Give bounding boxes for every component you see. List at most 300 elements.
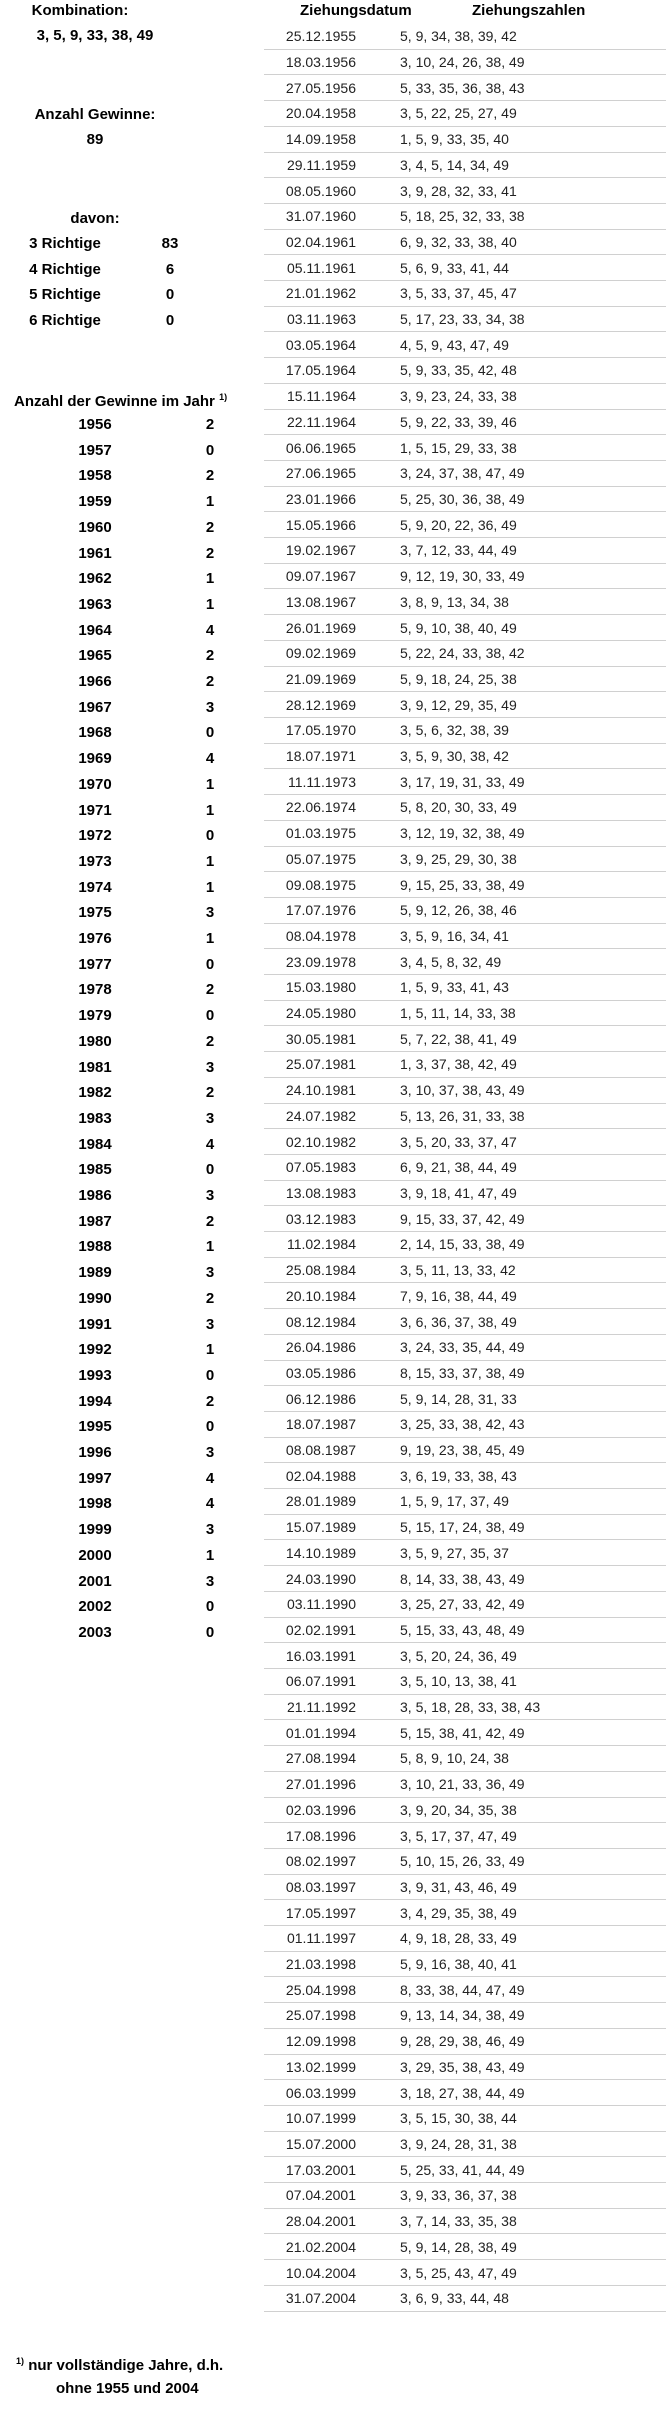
year-label: 1997 bbox=[78, 1469, 112, 1487]
richtige-label: 5 Richtige bbox=[29, 286, 101, 304]
year-row bbox=[55, 724, 245, 744]
year-label: 1971 bbox=[78, 801, 112, 819]
year-row bbox=[55, 519, 245, 539]
table-row bbox=[264, 50, 666, 76]
table-row bbox=[264, 2106, 666, 2132]
table-row bbox=[264, 75, 666, 101]
table-row bbox=[264, 2234, 666, 2260]
table-row bbox=[264, 1386, 666, 1412]
year-row bbox=[55, 904, 245, 924]
table-row bbox=[264, 872, 666, 898]
draw-numbers: 3, 18, 27, 38, 44, 49 bbox=[400, 2084, 525, 2101]
richtige-value: 0 bbox=[165, 312, 175, 330]
draw-numbers: 3, 24, 33, 35, 44, 49 bbox=[400, 1339, 525, 1356]
draw-numbers: 9, 15, 25, 33, 38, 49 bbox=[400, 876, 525, 893]
draw-numbers: 3, 17, 19, 31, 33, 49 bbox=[400, 773, 525, 790]
year-label: 1988 bbox=[78, 1238, 112, 1256]
draw-date: 22.06.1974 bbox=[285, 799, 356, 816]
year-count: 3 bbox=[205, 1109, 215, 1127]
draw-numbers: 5, 13, 26, 31, 33, 38 bbox=[400, 1107, 525, 1124]
table-row bbox=[264, 461, 666, 487]
year-label: 1972 bbox=[78, 827, 112, 845]
draw-date: 28.01.1989 bbox=[285, 1493, 356, 1510]
draw-date: 15.07.2000 bbox=[285, 2136, 356, 2152]
table-row bbox=[264, 1798, 666, 1824]
footnote-text1: nur vollständige Jahre, d.h. bbox=[28, 2357, 224, 2374]
draw-numbers: 1, 5, 11, 14, 33, 38 bbox=[400, 1005, 516, 1022]
year-label: 1959 bbox=[78, 493, 112, 511]
draw-numbers: 9, 19, 23, 38, 45, 49 bbox=[400, 1442, 525, 1459]
draw-numbers: 9, 15, 33, 37, 42, 49 bbox=[400, 1210, 525, 1227]
table-row bbox=[264, 1026, 666, 1052]
draw-date: 02.10.1982 bbox=[285, 1133, 356, 1150]
year-count: 4 bbox=[205, 1135, 215, 1153]
year-row bbox=[55, 1033, 245, 1053]
year-count: 2 bbox=[205, 1392, 215, 1410]
year-row bbox=[55, 1521, 245, 1541]
draw-date: 18.07.1971 bbox=[285, 748, 356, 765]
draw-date: 02.04.1988 bbox=[285, 1467, 356, 1484]
year-label: 1979 bbox=[78, 1007, 112, 1025]
draw-date: 11.11.1973 bbox=[288, 773, 356, 790]
draw-date: 08.03.1997 bbox=[285, 1878, 356, 1895]
draw-date: 03.11.1990 bbox=[286, 1596, 356, 1613]
footnote-marker: 1) bbox=[16, 2356, 25, 2366]
year-label: 1990 bbox=[78, 1289, 112, 1307]
year-row bbox=[55, 1547, 245, 1567]
year-label: 1995 bbox=[78, 1418, 112, 1436]
year-label: 1978 bbox=[78, 981, 112, 999]
year-row bbox=[55, 1136, 245, 1156]
table-row bbox=[264, 1772, 666, 1798]
year-label: 1993 bbox=[78, 1366, 112, 1384]
draw-numbers: 3, 5, 20, 33, 37, 47 bbox=[400, 1133, 517, 1150]
draw-date: 08.02.1997 bbox=[285, 1853, 356, 1870]
table-row bbox=[264, 1540, 666, 1566]
draw-date: 19.02.1967 bbox=[285, 542, 356, 559]
table-row bbox=[264, 1232, 666, 1258]
draw-numbers: 7, 9, 16, 38, 44, 49 bbox=[400, 1287, 517, 1304]
draw-date: 01.03.1975 bbox=[285, 825, 356, 842]
draw-numbers: 9, 28, 29, 38, 46, 49 bbox=[400, 2033, 525, 2050]
jahr-footnote-marker: 1) bbox=[219, 392, 228, 402]
draw-numbers: 5, 9, 12, 26, 38, 46 bbox=[400, 902, 517, 919]
table-row bbox=[264, 744, 666, 770]
year-row bbox=[55, 776, 245, 796]
year-count: 1 bbox=[205, 801, 215, 819]
year-count: 3 bbox=[205, 698, 215, 716]
table-row bbox=[264, 487, 666, 513]
draw-numbers: 3, 5, 9, 30, 38, 42 bbox=[400, 748, 509, 765]
jahr-header-label: Anzahl der Gewinne im Jahr bbox=[14, 393, 215, 410]
draw-numbers: 3, 5, 17, 37, 47, 49 bbox=[400, 1827, 517, 1844]
table-row bbox=[264, 2003, 666, 2029]
table-row bbox=[264, 230, 666, 256]
draw-numbers: 5, 17, 23, 33, 34, 38 bbox=[400, 311, 525, 328]
draw-numbers: 9, 13, 14, 34, 38, 49 bbox=[400, 2007, 525, 2024]
draw-date: 25.07.1981 bbox=[285, 1056, 356, 1073]
footnote-line1 bbox=[16, 2356, 223, 2374]
draw-numbers: 5, 9, 20, 22, 36, 49 bbox=[400, 516, 517, 533]
footnote-line2: ohne 1955 und 2004 bbox=[56, 2380, 199, 2397]
richtige-label: 3 Richtige bbox=[29, 235, 101, 252]
year-label: 1967 bbox=[78, 698, 112, 716]
draw-date: 17.05.1970 bbox=[285, 722, 356, 739]
year-row bbox=[55, 1444, 245, 1464]
table-row bbox=[264, 2286, 666, 2312]
draw-date: 15.07.1989 bbox=[285, 1519, 356, 1536]
table-row bbox=[264, 2132, 666, 2158]
draw-numbers: 5, 22, 24, 33, 38, 42 bbox=[400, 645, 525, 662]
richtige-label: 6 Richtige bbox=[29, 312, 101, 330]
draw-date: 21.01.1962 bbox=[285, 285, 356, 302]
table-row bbox=[264, 538, 666, 564]
year-count: 1 bbox=[205, 878, 215, 896]
draw-numbers: 3, 9, 28, 32, 33, 41 bbox=[400, 182, 517, 199]
draw-date: 06.03.1999 bbox=[285, 2084, 356, 2101]
draw-date: 17.08.1996 bbox=[285, 1827, 356, 1844]
draw-date: 18.03.1956 bbox=[285, 54, 356, 71]
table-row bbox=[264, 1181, 666, 1207]
year-label: 1969 bbox=[78, 750, 112, 768]
year-count: 4 bbox=[205, 1495, 215, 1513]
draw-date: 28.12.1969 bbox=[285, 696, 356, 713]
draw-numbers: 1, 5, 9, 33, 41, 43 bbox=[400, 979, 509, 996]
table-row bbox=[264, 2157, 666, 2183]
table-row bbox=[264, 821, 666, 847]
table-row bbox=[264, 1746, 666, 1772]
year-count: 1 bbox=[205, 930, 215, 947]
jahr-header bbox=[14, 392, 227, 410]
draw-date: 06.06.1965 bbox=[285, 439, 356, 456]
draw-numbers: 5, 8, 20, 30, 33, 49 bbox=[400, 799, 517, 816]
draw-numbers: 4, 5, 9, 43, 47, 49 bbox=[400, 336, 509, 353]
draw-date: 03.05.1964 bbox=[285, 336, 356, 353]
year-label: 1962 bbox=[78, 570, 112, 588]
year-label: 1956 bbox=[78, 416, 112, 433]
table-row bbox=[264, 641, 666, 667]
draw-numbers: 3, 10, 21, 33, 36, 49 bbox=[400, 1776, 525, 1793]
draw-numbers: 5, 25, 30, 36, 38, 49 bbox=[400, 491, 525, 507]
draw-date: 27.05.1956 bbox=[285, 79, 356, 96]
col-header-numbers: Ziehungszahlen bbox=[472, 2, 586, 19]
draw-date: 09.02.1969 bbox=[285, 645, 356, 662]
draw-numbers: 8, 33, 38, 44, 47, 49 bbox=[400, 1981, 525, 1998]
draw-date: 20.10.1984 bbox=[285, 1287, 356, 1304]
year-label: 1968 bbox=[78, 724, 112, 742]
table-row bbox=[264, 1361, 666, 1387]
year-row bbox=[55, 1598, 245, 1618]
draw-date: 07.05.1983 bbox=[285, 1159, 356, 1176]
year-row bbox=[55, 442, 245, 462]
table-row bbox=[264, 1001, 666, 1027]
table-row bbox=[264, 1206, 666, 1232]
draw-date: 23.09.1978 bbox=[285, 953, 356, 970]
draw-numbers: 9, 12, 19, 30, 33, 49 bbox=[400, 568, 525, 585]
year-count: 1 bbox=[205, 1341, 215, 1359]
year-count: 3 bbox=[205, 1444, 215, 1461]
year-count: 4 bbox=[205, 750, 215, 768]
table-row bbox=[264, 101, 666, 127]
table-row bbox=[264, 1104, 666, 1130]
draw-numbers: 3, 5, 9, 16, 34, 41 bbox=[400, 927, 509, 944]
year-label: 1976 bbox=[78, 930, 112, 947]
year-count: 3 bbox=[205, 1264, 215, 1282]
draw-numbers: 3, 5, 6, 32, 38, 39 bbox=[400, 722, 509, 739]
draw-date: 11.02.1984 bbox=[286, 1236, 356, 1253]
year-count: 3 bbox=[205, 904, 215, 922]
year-count: 0 bbox=[205, 1007, 215, 1025]
draw-numbers: 5, 25, 33, 41, 44, 49 bbox=[400, 2161, 525, 2178]
draw-date: 13.08.1983 bbox=[285, 1184, 356, 1201]
year-row bbox=[55, 1264, 245, 1284]
table-row bbox=[264, 1695, 666, 1721]
table-row bbox=[264, 589, 666, 615]
richtige-value: 83 bbox=[161, 235, 179, 252]
year-count: 0 bbox=[205, 1161, 215, 1179]
year-count: 0 bbox=[205, 1623, 215, 1641]
table-row bbox=[264, 1412, 666, 1438]
richtige-row bbox=[0, 235, 230, 255]
year-count: 1 bbox=[205, 775, 215, 793]
draw-numbers: 3, 5, 10, 13, 38, 41 bbox=[400, 1673, 517, 1690]
draw-numbers: 3, 10, 24, 26, 38, 49 bbox=[400, 54, 525, 71]
draw-numbers: 5, 7, 22, 38, 41, 49 bbox=[400, 1030, 517, 1047]
year-count: 2 bbox=[205, 467, 215, 485]
year-label: 1983 bbox=[78, 1109, 112, 1127]
year-label: 1984 bbox=[78, 1135, 112, 1153]
year-count: 0 bbox=[205, 1366, 215, 1384]
year-count: 3 bbox=[205, 1572, 215, 1590]
draw-date: 08.12.1984 bbox=[285, 1313, 356, 1330]
richtige-row bbox=[0, 312, 230, 332]
draw-numbers: 3, 24, 37, 38, 47, 49 bbox=[400, 465, 525, 482]
year-row bbox=[55, 1470, 245, 1490]
draw-numbers: 1, 5, 9, 17, 37, 49 bbox=[400, 1493, 509, 1510]
year-label: 2003 bbox=[78, 1623, 112, 1641]
table-row bbox=[264, 1155, 666, 1181]
draw-date: 05.11.1961 bbox=[286, 259, 356, 276]
year-count: 0 bbox=[205, 441, 215, 459]
year-count: 2 bbox=[205, 544, 215, 562]
table-row bbox=[264, 2260, 666, 2286]
year-count: 0 bbox=[205, 827, 215, 845]
year-label: 1958 bbox=[78, 467, 112, 485]
richtige-value: 0 bbox=[165, 286, 175, 304]
year-label: 1965 bbox=[78, 647, 112, 665]
draw-date: 25.08.1984 bbox=[285, 1262, 356, 1279]
year-row bbox=[55, 1110, 245, 1130]
draw-numbers: 3, 9, 23, 24, 33, 38 bbox=[400, 388, 517, 405]
year-count: 1 bbox=[205, 1238, 215, 1256]
table-row bbox=[264, 1489, 666, 1515]
year-label: 2001 bbox=[78, 1572, 112, 1590]
table-row bbox=[264, 1952, 666, 1978]
draw-numbers: 3, 9, 18, 41, 47, 49 bbox=[400, 1184, 517, 1201]
draw-numbers: 3, 9, 31, 43, 46, 49 bbox=[400, 1878, 517, 1895]
table-row bbox=[264, 692, 666, 718]
table-row bbox=[264, 1875, 666, 1901]
table-row bbox=[264, 1515, 666, 1541]
draw-date: 17.05.1997 bbox=[285, 1904, 356, 1921]
draw-numbers: 6, 9, 21, 38, 44, 49 bbox=[400, 1159, 517, 1176]
draw-date: 05.07.1975 bbox=[285, 850, 356, 867]
draw-date: 16.03.1991 bbox=[285, 1647, 356, 1664]
draw-numbers: 1, 5, 15, 29, 33, 38 bbox=[400, 439, 517, 456]
table-row bbox=[264, 1720, 666, 1746]
draw-date: 10.04.2004 bbox=[285, 2264, 356, 2281]
draw-date: 21.03.1998 bbox=[285, 1956, 356, 1973]
draw-numbers: 3, 9, 33, 36, 37, 38 bbox=[400, 2187, 517, 2204]
draw-date: 26.04.1986 bbox=[285, 1339, 356, 1356]
draw-numbers: 6, 9, 32, 33, 38, 40 bbox=[400, 233, 517, 250]
table-row bbox=[264, 1309, 666, 1335]
kombination-label: Kombination: bbox=[31, 2, 129, 19]
year-row bbox=[55, 750, 245, 770]
draw-numbers: 5, 15, 33, 43, 48, 49 bbox=[400, 1621, 525, 1638]
table-row bbox=[264, 795, 666, 821]
draw-date: 06.07.1991 bbox=[285, 1673, 356, 1690]
table-row bbox=[264, 307, 666, 333]
table-row bbox=[264, 924, 666, 950]
draw-numbers: 5, 9, 33, 35, 42, 48 bbox=[400, 362, 517, 379]
draw-date: 10.07.1999 bbox=[285, 2110, 356, 2127]
table-row bbox=[264, 1977, 666, 2003]
draw-date: 27.01.1996 bbox=[285, 1776, 356, 1793]
table-row bbox=[264, 1438, 666, 1464]
draw-numbers: 5, 15, 38, 41, 42, 49 bbox=[400, 1724, 525, 1741]
anzahl-gewinne-value: 89 bbox=[86, 131, 104, 148]
draw-date: 02.03.1996 bbox=[285, 1801, 356, 1818]
year-row bbox=[55, 545, 245, 565]
draw-date: 09.08.1975 bbox=[285, 876, 356, 893]
draw-date: 30.05.1981 bbox=[285, 1030, 356, 1047]
year-count: 3 bbox=[205, 1058, 215, 1076]
draw-date: 21.11.1992 bbox=[286, 1699, 356, 1716]
table-row bbox=[264, 1643, 666, 1669]
table-row bbox=[264, 1566, 666, 1592]
table-row bbox=[264, 1592, 666, 1618]
table-row bbox=[264, 667, 666, 693]
draw-numbers: 3, 6, 36, 37, 38, 49 bbox=[400, 1313, 517, 1330]
draw-date: 15.11.1964 bbox=[286, 388, 356, 405]
draw-numbers: 5, 8, 9, 10, 24, 38 bbox=[400, 1750, 509, 1767]
draw-numbers: 1, 3, 37, 38, 42, 49 bbox=[400, 1056, 517, 1073]
table-row bbox=[264, 1335, 666, 1361]
table-row bbox=[264, 1129, 666, 1155]
year-row bbox=[55, 802, 245, 822]
draw-numbers: 5, 9, 14, 28, 38, 49 bbox=[400, 2238, 517, 2255]
draw-date: 02.02.1991 bbox=[285, 1621, 356, 1638]
year-row bbox=[55, 930, 245, 950]
table-row bbox=[264, 2209, 666, 2235]
year-count: 0 bbox=[205, 1418, 215, 1436]
draw-date: 31.07.1960 bbox=[285, 208, 356, 225]
table-row bbox=[264, 1849, 666, 1875]
year-row bbox=[55, 647, 245, 667]
draw-date: 21.09.1969 bbox=[285, 670, 356, 687]
year-label: 1994 bbox=[78, 1392, 112, 1410]
year-count: 1 bbox=[205, 595, 215, 613]
draw-numbers: 5, 9, 22, 33, 39, 46 bbox=[400, 413, 517, 430]
year-count: 1 bbox=[205, 570, 215, 588]
year-label: 1973 bbox=[78, 852, 112, 870]
draw-numbers: 3, 4, 5, 14, 34, 49 bbox=[400, 156, 509, 173]
table-row bbox=[264, 332, 666, 358]
draw-numbers: 3, 5, 9, 27, 35, 37 bbox=[400, 1544, 509, 1561]
draw-numbers: 5, 33, 35, 36, 38, 43 bbox=[400, 79, 525, 96]
table-row bbox=[264, 975, 666, 1001]
draw-numbers: 3, 9, 25, 29, 30, 38 bbox=[400, 850, 517, 867]
year-row bbox=[55, 981, 245, 1001]
draw-date: 25.07.1998 bbox=[285, 2007, 356, 2024]
year-row bbox=[55, 596, 245, 616]
draw-date: 24.03.1990 bbox=[285, 1570, 356, 1587]
table-row bbox=[264, 1052, 666, 1078]
year-label: 1989 bbox=[78, 1264, 112, 1282]
year-label: 1963 bbox=[78, 595, 112, 613]
year-count: 1 bbox=[205, 852, 215, 870]
year-row bbox=[55, 493, 245, 513]
richtige-value: 6 bbox=[165, 260, 175, 278]
draw-date: 01.01.1994 bbox=[285, 1724, 356, 1741]
table-row bbox=[264, 24, 666, 50]
year-count: 0 bbox=[205, 955, 215, 973]
year-count: 3 bbox=[205, 1315, 215, 1333]
draw-date: 22.11.1964 bbox=[286, 413, 356, 430]
year-count: 3 bbox=[205, 1521, 215, 1539]
draw-numbers: 2, 14, 15, 33, 38, 49 bbox=[400, 1236, 525, 1253]
year-row bbox=[55, 1367, 245, 1387]
year-count: 3 bbox=[205, 1187, 215, 1204]
draw-date: 25.04.1998 bbox=[285, 1981, 356, 1998]
draw-date: 08.04.1978 bbox=[285, 927, 356, 944]
year-label: 1974 bbox=[78, 878, 112, 896]
year-row bbox=[55, 853, 245, 873]
draw-date: 26.01.1969 bbox=[285, 619, 356, 636]
anzahl-gewinne-label: Anzahl Gewinne: bbox=[34, 106, 156, 123]
year-count: 2 bbox=[205, 1212, 215, 1230]
richtige-row bbox=[0, 286, 230, 306]
draw-date: 03.11.1963 bbox=[286, 311, 356, 328]
year-row bbox=[55, 956, 245, 976]
year-row bbox=[55, 827, 245, 847]
draw-numbers: 3, 4, 5, 8, 32, 49 bbox=[400, 953, 502, 970]
table-row bbox=[264, 1283, 666, 1309]
year-row bbox=[55, 699, 245, 719]
year-label: 2000 bbox=[78, 1546, 112, 1564]
draw-numbers: 3, 12, 19, 32, 38, 49 bbox=[400, 825, 525, 842]
year-row bbox=[55, 879, 245, 899]
draw-date: 17.07.1976 bbox=[285, 902, 356, 919]
draw-date: 09.07.1967 bbox=[285, 568, 356, 585]
draw-date: 14.09.1958 bbox=[285, 131, 356, 148]
draw-date: 29.11.1959 bbox=[286, 156, 356, 173]
draw-date: 02.04.1961 bbox=[285, 233, 356, 250]
table-row bbox=[264, 435, 666, 461]
draw-numbers: 5, 9, 16, 38, 40, 41 bbox=[400, 1956, 517, 1973]
draw-numbers: 3, 10, 37, 38, 43, 49 bbox=[400, 1082, 525, 1099]
davon-label: davon: bbox=[70, 210, 120, 227]
year-label: 1970 bbox=[78, 775, 112, 793]
table-row bbox=[264, 1900, 666, 1926]
year-count: 2 bbox=[205, 1032, 215, 1050]
draw-numbers: 8, 14, 33, 38, 43, 49 bbox=[400, 1570, 525, 1587]
table-row bbox=[264, 615, 666, 641]
draw-numbers: 3, 5, 25, 43, 47, 49 bbox=[400, 2264, 517, 2281]
year-label: 1986 bbox=[78, 1187, 112, 1204]
year-row bbox=[55, 673, 245, 693]
